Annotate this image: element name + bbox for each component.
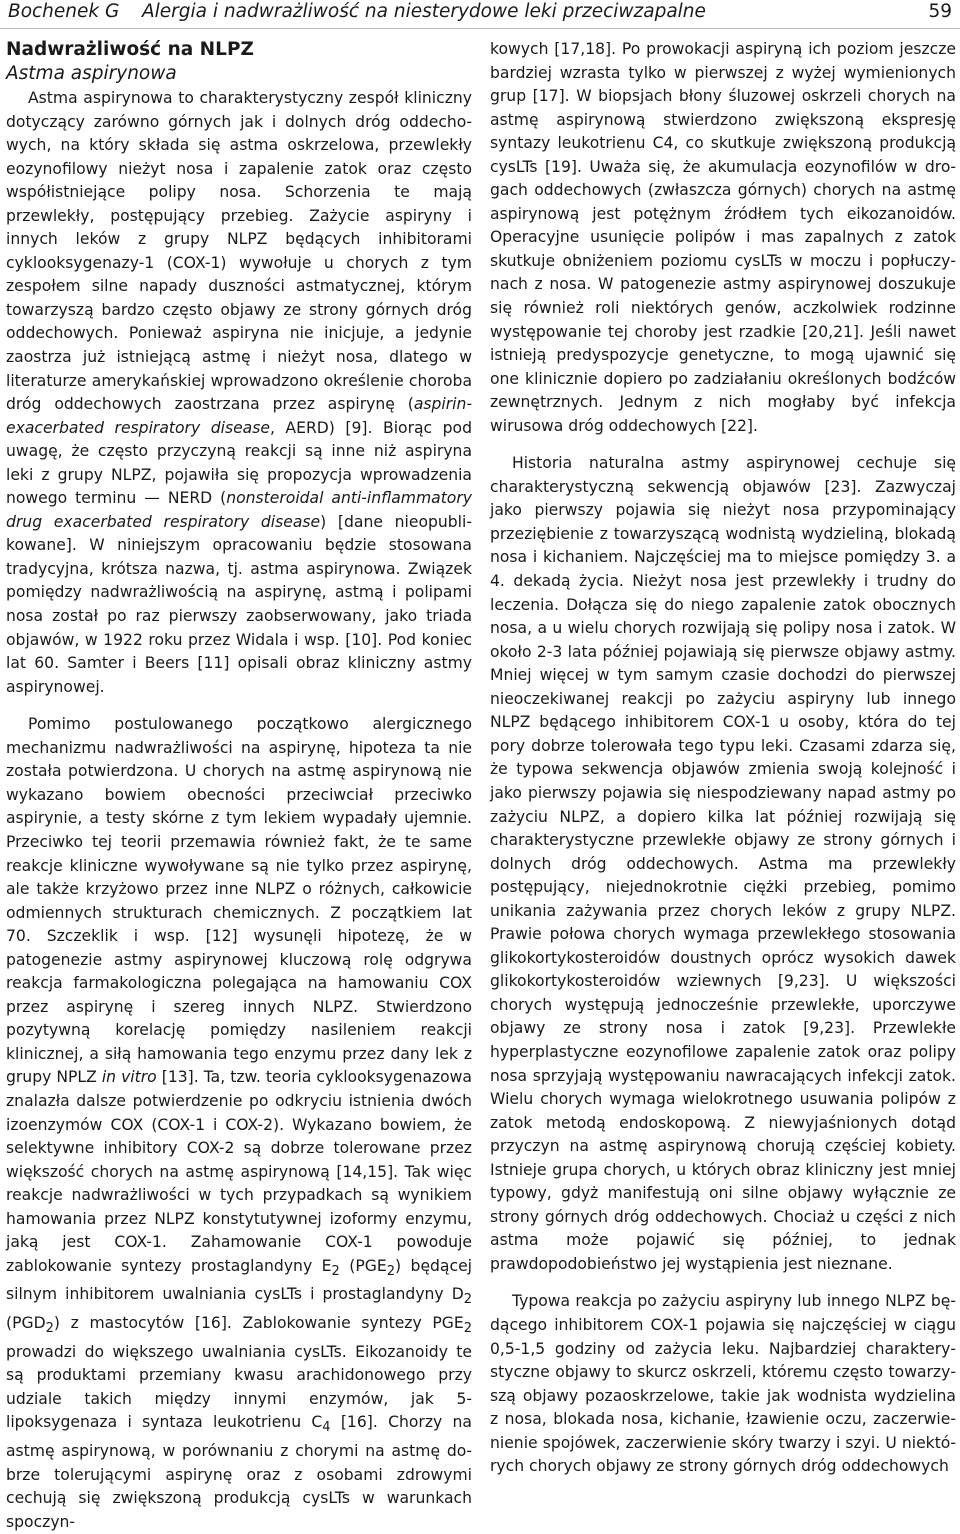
subscript: 2 <box>331 1263 340 1279</box>
subsection-title: Astma aspirynowa <box>6 63 177 84</box>
text-run: prowadzi do większego uwalniania cysLTs. Eikozanoidy te są produktami przemiany kwasu arachidonowego przy udziale takich między innymi enzymów, jak 5-lipoksygenaza i syntaza leukotrienu C <box>6 1342 472 1432</box>
text-run: Astma aspirynowa to charakterystyczny zespół kliniczny dotyczący zarówno górnych jak i dolnych dróg oddechowych, na który składa się astma oskrzelowa, przewlekły eozynofilowy nieżyt nosa i zapalenie zatok oraz często współistniejące polipy nosa. Schorzenia te mają przewlekły, postępujący przebieg. Zażycie aspiryny i innych leków z grupy NLPZ będących inhibitorami cyklooksygenazy-1 (COX-1) wywołuje u chorych z tym zespołem silne napady duszności astmatycznej, którym towarzyszą bardzo często objawy ze strony górnych dróg oddechowych. Ponieważ aspiryna nie inicjuje, a jedynie zaostrza już istniejącą astmę i nieżyt nosa, dlatego w literaturze amerykańskiej wprowadzono określenie choroba dróg oddechowych zaostrzana przez aspirynę ( <box>6 89 472 414</box>
subscript: 2 <box>386 1263 395 1279</box>
text-run: ) będącej silnym inhibitorem uwalniania cysLTs i prostaglandyny D <box>6 1256 472 1304</box>
page-number: 59 <box>928 1 952 22</box>
subscript: 4 <box>322 1420 331 1436</box>
right-column <box>490 38 956 1479</box>
subscript: 2 <box>463 1292 472 1308</box>
italic-term: in vitro <box>101 1068 157 1087</box>
paragraph <box>6 87 472 699</box>
italic-term: nonsteroidal anti-inflammatory drug exacerbated respiratory disease <box>6 489 472 531</box>
text-run: ) [dane nieopublikowane]. W niniejszym opracowaniu będzie stosowana tradycyjna, krótsza nazwa, tj. astma aspirynowa. Związek pomiędzy nadwrażliwością na aspirynę, astmą i polipami nosa został po raz pierwszy zaobserwowany, jako triada objawów, w 1922 roku przez Widala i wsp. [10]. Pod koniec lat 60. Samter i Beers [11] opisali obraz kliniczny astmy aspirynowej. <box>6 512 472 696</box>
text-run: (PGD <box>6 1314 46 1333</box>
header-title: Alergia i nadwrażliwość na niesterydowe leki przeciwzapalne <box>142 1 706 22</box>
text-run: ) z mastocytów [16]. Zablokowanie syntezy PGE <box>53 1314 464 1333</box>
running-header <box>8 0 952 28</box>
paragraph: Typowa reakcja po zażyciu aspiryny lub innego NLPZ będącego inhibitorem COX-1 pojawia się najczęściej w ciągu 0,5-1,5 godziny od zażycia leku. Najbardziej charakterystyczne objawy to skurcz oskrzeli, któremu często towarzyszą objawy pozaoskrzelowe, takie jak wodnista wydzielina z nosa, blokada nosa, kichanie, łzawienie oczu, zaczerwienienie spojówek, zaczerwienie skóry twarzy i szyi. U niektórych chorych objawy ze strony górnych dróg oddechowych <box>490 1292 956 1476</box>
paragraph: Historia naturalna astmy aspirynowej cechuje się charakterystyczną sekwencją objawów [23]. Zazwyczaj jako pierwszy pojawia się nieżyt nosa przypominający przeziębienie z towarzyszącą wodnistą wydzieliną, blokadą nosa i kichaniem. Najczęściej ma to miejsce pomiędzy 3. a 4. dekadą życia. Nieżyt nosa jest przewlekły i trudny do leczenia. Dołącza się do niego zapalenie zatok obocznych nosa, a u wielu chorych rozwijają się polipy nosa i zatok. W około 2-3 lata później pojawiają się pierwsze objawy astmy. Mniej więcej w tym samym czasie dochodzi do pierwszej nieoczekiwanej reakcji po zażyciu aspiryny lub innego NLPZ będącego inhibitorem COX-1 u osoby, która do tej pory dobrze tolerowała tego typu leki. Czasami zdarza się, że typowa sekwencja objawów zmienia swoją kolejność i jako pierwszy pojawia się niespodziewany napad astmy po zażyciu NLPZ, a dopiero kilka lat później rozwijają się charakterystyczne przewlekłe objawy ze strony górnych i dolnych dróg oddechowych. Astma ma przewlekły postępujący, niejednokrotnie ciężki przebieg, pomimo unikania zażywania przez chorych leków z grupy NLPZ. Prawie połowa chorych wymaga przewlekłego stosowania glikokortykosteroidów doustnych oprócz wysokich dawek glikokortykosteroidów wziewnych [9,23]. U większości chorych występują jednocześnie przewlekłe, uporczywe objawy ze strony nosa i zatok [9,23]. Przewlekłe hyperplastyczne eozynofilowe zapalenie zatok oraz polipy nosa sprzyjają występowaniu nawracających infekcji zatok. Wielu chorych wymaga wielokrotnego usuwania polipów z zatok metodą endoskopową. Z niewyjaśnionych dotąd przyczyn na astmę aspirynową chorują częściej kobiety. Istnieje grupa chorych, u których obraz kliniczny jest mniej typowy, gdyż manifestują oni silne objawy wyłącznie ze strony górnych dróg oddechowych. Chociaż u części z nich astma może pojawić się później, to jednak prawdopodobieństwo jej wystąpienia jest nieznane. <box>490 454 956 1273</box>
section-title: Nadwrażliwość na NLPZ <box>6 39 254 60</box>
text-run: , AERD) [9]. Biorąc pod uwagę, że często przyczyną reakcji są inne niż aspiryna leki z grupy NLPZ, pojawiła się propozycja wprowadzenia nowego terminu — NERD ( <box>6 418 472 508</box>
text-run: [16]. Chorzy na astmę aspirynową, w porównaniu z chorymi na astmę dobrze tolerującymi aspirynę oraz z osobami zdrowymi cechują się zwiększoną produkcją cysLTs w warunkach spoczyn- <box>6 1413 472 1531</box>
text-run: [13]. Ta, tzw. teoria cyklooksygenazowa znalazła dalsze potwierdzenie po odkryciu istnienia dwóch izoenzymów COX (COX-1 i COX-2). Wykazano bowiem, że selektywne inhibitory COX-2 są dobrze tolerowane przez większość chorych na astmę aspirynową [14,15]. Tak więc reakcje nadwrażliwości w tych przypadkach są wynikiem hamowania przez NLPZ konstytutywnej izoformy enzymu, jaką jest COX-1. Zahamowanie COX-1 powoduje zablokowanie syntezy prostaglandyny E <box>6 1068 472 1275</box>
text-run: (PGE <box>339 1256 387 1275</box>
text-run: Pomimo postulowanego początkowo alergicznego mechanizmu nadwrażliwości na aspirynę, hipoteza ta nie została potwierdzona. U chorych na astmę aspirynową nie wykazano bowiem obecności przeciwciał przeciwko aspirynie, a testy skórne z tym lekiem wypadały ujemnie. Przeciwko tej teorii przemawia również fakt, że te same reakcje kliniczne wywoływane są nie tylko przez aspirynę, ale także krzyżowo przez inne NLPZ o różnych, całkowicie odmiennych strukturach chemicznych. Z początkiem lat 70. Szczeklik i wsp. [12] wysunęli hipotezę, że w patogenezie astmy aspirynowej kluczową rolę odgrywa reakcja farmakologiczna polegająca na hamowaniu COX przez aspirynę i szereg innych NLPZ. Stwierdzono pozytywną korelację pomiędzy nasileniem reakcji klinicznej, a siłą hamowania tego enzymu przez dany lek z grupy NPLZ <box>6 715 472 1087</box>
paragraph <box>6 713 472 1534</box>
italic-term: aspirin-exacerbated respiratory disease <box>6 395 472 437</box>
left-column <box>6 38 472 1534</box>
header-divider <box>0 28 960 29</box>
paragraph: kowych [17,18]. Po prowokacji aspiryną ich poziom jeszcze bardziej wzrasta tylko w pierwszej z wyżej wymienionych grup [17]. W biopsjach błony śluzowej oskrzeli chorych na astmę aspirynową stwierdzono zwiększoną ekspresję syntazy leukotrienu C4, co skutkuje zwiększoną produkcją cysLTs [19]. Uważa się, że akumulacja eozynofilów w drogach oddechowych (zwłaszcza górnych) chorych na astmę aspirynową jest potężnym źródłem tych eikozanoidów. Operacyjne usunięcie polipów i mas zapalnych z zatok skutkuje obniżeniem poziomu cysLTs w moczu i popłuczynach z nosa. W patogenezie astmy aspirynowej doszukuje się również roli niektórych genów, aczkolwiek rodzinne występowanie tej choroby jest rzadkie [20,21]. Jeśli nawet istnieją predyspozycje genetyczne, to mogą ujawnić się one klinicznie dopiero po zadziałaniu określonych bodźców zewnętrznych. Jednym z nich mogłaby być infekcja wirusowa dróg oddechowych [22]. <box>490 40 956 435</box>
header-author: Bochenek G <box>8 1 120 22</box>
subscript: 2 <box>463 1321 472 1337</box>
subscript: 2 <box>45 1321 54 1337</box>
